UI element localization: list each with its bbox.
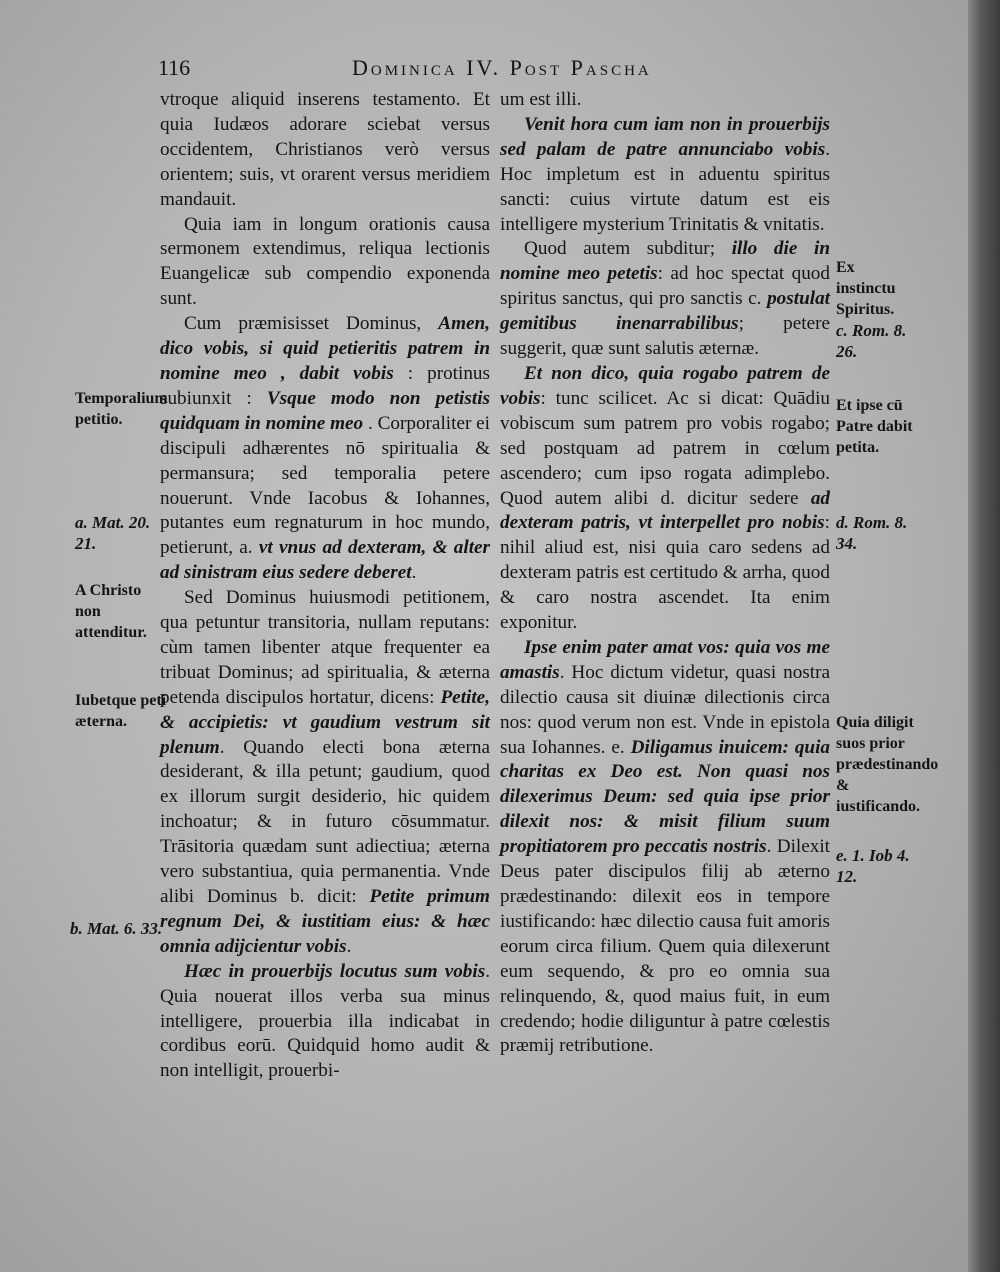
italic-quotation: Vsque modo non petistis quidquam in nomine meo xyxy=(160,387,490,434)
paragraph xyxy=(160,586,490,960)
paragraph xyxy=(500,362,830,636)
margin-reference: e. 1. Iob 4. 12. xyxy=(836,846,910,886)
margin-reference: d. Rom. 8. 34. xyxy=(836,513,908,553)
book-gutter-edge xyxy=(968,0,1000,1272)
running-head xyxy=(0,55,975,85)
paragraph xyxy=(160,312,490,586)
text-run: : nihil aliud est, nisi quia caro sedens ad dexteram patris est certitudo & arrha, quod & caro nostra ascendet. Ita enim exponitur. xyxy=(500,512,830,634)
paragraph xyxy=(160,960,490,1085)
italic-quotation: Petite, & accipietis: vt gaudium vestrum sit plenum xyxy=(160,686,490,758)
margin-note: Temporalium petitio. xyxy=(75,390,168,428)
page-number: 116 xyxy=(158,55,191,80)
italic-quotation: ad dexteram patris, vt interpellet pro nobis xyxy=(500,487,830,534)
text-run: . xyxy=(411,562,417,584)
text-run: ; petere suggerit, quæ sunt salutis æternæ. xyxy=(500,313,830,360)
text-run: : ad hoc spectat quod spiritus sanctus, qui pro sanctis c. xyxy=(500,263,830,310)
text-run: . Quando electi bona æterna desiderant, & illa petunt; gaudium, quod ex illorum surgit desiderio, hic quidem inchoatur; & in futuro cōsummatur. Trāsitoria quædam sunt adiectiua; æterna vero substantiua, quia permanentia. Vnde alibi Dominus b. dicit: xyxy=(160,736,490,907)
italic-quotation: vt vnus ad dexteram, & alter ad sinistram eius sedere deberet xyxy=(160,537,491,584)
margin-note: Quia diligit suos prior prædestinando & iustificando. xyxy=(836,714,939,815)
paragraph xyxy=(500,88,830,113)
text-run: Quia iam in longum orationis causa sermonem extendimus, reliqua lectionis Euangelicæ sub compendio exponenda sunt. xyxy=(160,213,490,310)
paragraph xyxy=(500,636,830,1059)
text-column-left xyxy=(160,88,490,1084)
text-run: um est illi. xyxy=(500,89,582,110)
margin-reference: a. Mat. 20. 21. xyxy=(75,513,151,553)
italic-quotation: Ipse enim pater amat vos: quia vos me amastis xyxy=(500,636,830,683)
paragraph xyxy=(160,88,490,213)
paragraph xyxy=(500,113,830,238)
text-run: . Quia nouerat illos verba sua minus intelligere, prouerbia illa indicabat in cordibus eorū. Quidquid homo audit & non intelligit, prouerbi- xyxy=(160,960,490,1082)
margin-reference: b. Mat. 6. 33. xyxy=(70,919,163,938)
italic-quotation: illo die in nomine meo petetis xyxy=(500,238,831,285)
text-run: : protinus subiunxit : xyxy=(160,362,490,409)
text-run: : tunc scilicet. Ac si dicat: Quādiu vobiscum sum patrem pro vobis rogabo; sed postquam ad patrem in cœlum ascendero; cum ipso rogata adimplebo. Quod autem alibi d. dicitur sedere xyxy=(500,387,830,509)
text-run: Sed Dominus huiusmodi petitionem, qua petuntur transitoria, nullam reputans: cùm tamen libenter atque frequenter ea tribuat Dominus; ad spiritualia, & æterna petenda discipulos hortatur, dicens: xyxy=(160,587,490,708)
italic-quotation: postulat gemitibus inenarrabilibus xyxy=(500,288,830,335)
text-run: Cum præmisisset Dominus, xyxy=(184,313,439,335)
text-run: . xyxy=(346,935,352,957)
text-run: . Corporaliter ei discipuli adhærentes nō spiritualia & permansura; sed temporalia petere nouerunt. Vnde Iacobus & Iohannes, putantes eum regnaturum in hoc mundo, petierunt, a. xyxy=(160,412,491,559)
text-run: vtroque aliquid inserens testamento. Et quia Iudæos adorare sciebat versus occidentem, Christianos verò versus orientem; suis, vt orarent versus meridiem mandauit. xyxy=(160,89,490,210)
margin-note: Iubetque peti æterna. xyxy=(75,692,167,730)
italic-quotation: Petite primum regnum Dei, & iustitiam eius: & hæc omnia adijcientur vobis xyxy=(160,886,490,957)
running-title: Dominica IV. Post Pascha xyxy=(352,55,652,80)
text-column-right xyxy=(500,88,830,1059)
text-run: Quod autem subditur; xyxy=(524,238,732,260)
italic-quotation: Et non dico, quia rogabo patrem de vobis xyxy=(500,362,830,409)
text-run: . Dilexit Deus pater discipulos filij ab æterno prædestinando: dilexit eos in tempore iustificando: hæc dilectio causa fuit amoris eorum circa filium. Quem quia dilexerunt eum sequendo, & pro eo omnia sua relinquendo, &, quod maius fuit, in eum credendo; hodie diliguntur à patre cœlestis præmij retributione. xyxy=(500,836,830,1057)
italic-quotation: Amen, dico vobis, si quid petieritis patrem in nomine meo , dabit vobis xyxy=(160,313,490,384)
paragraph xyxy=(500,237,830,362)
italic-quotation: Venit hora cum iam non in prouerbijs sed palam de patre annunciabo vobis xyxy=(500,113,830,160)
italic-quotation: Diligamus inuicem: quia charitas ex Deo est. Non quasi nos dilexerimus Deum: sed quia ipse prior dilexit nos: & misit filium suum propitiatorem pro peccatis nostris xyxy=(500,736,831,858)
margin-note: Et ipse cū Patre dabit petita. xyxy=(836,397,913,456)
paragraph xyxy=(160,213,490,313)
text-run: . Hoc dictum videtur, quasi nostra dilectio causa sit diuinæ dilectionis circa nos: quod verum non est. Vnde in epistola sua Iohannes. e. xyxy=(500,661,830,758)
margin-note: A Christo non attenditur. xyxy=(75,582,147,641)
margin-reference: c. Rom. 8. 26. xyxy=(836,321,907,361)
text-run: . Hoc impletum est in aduentu spiritus sancti: cuius virtute datum est eis intelligere mysterium Trinitatis & vnitatis. xyxy=(500,138,830,235)
margin-note: Ex instinctu Spiritus. xyxy=(836,259,896,318)
italic-quotation: Hæc in prouerbijs locutus sum vobis xyxy=(184,960,486,982)
